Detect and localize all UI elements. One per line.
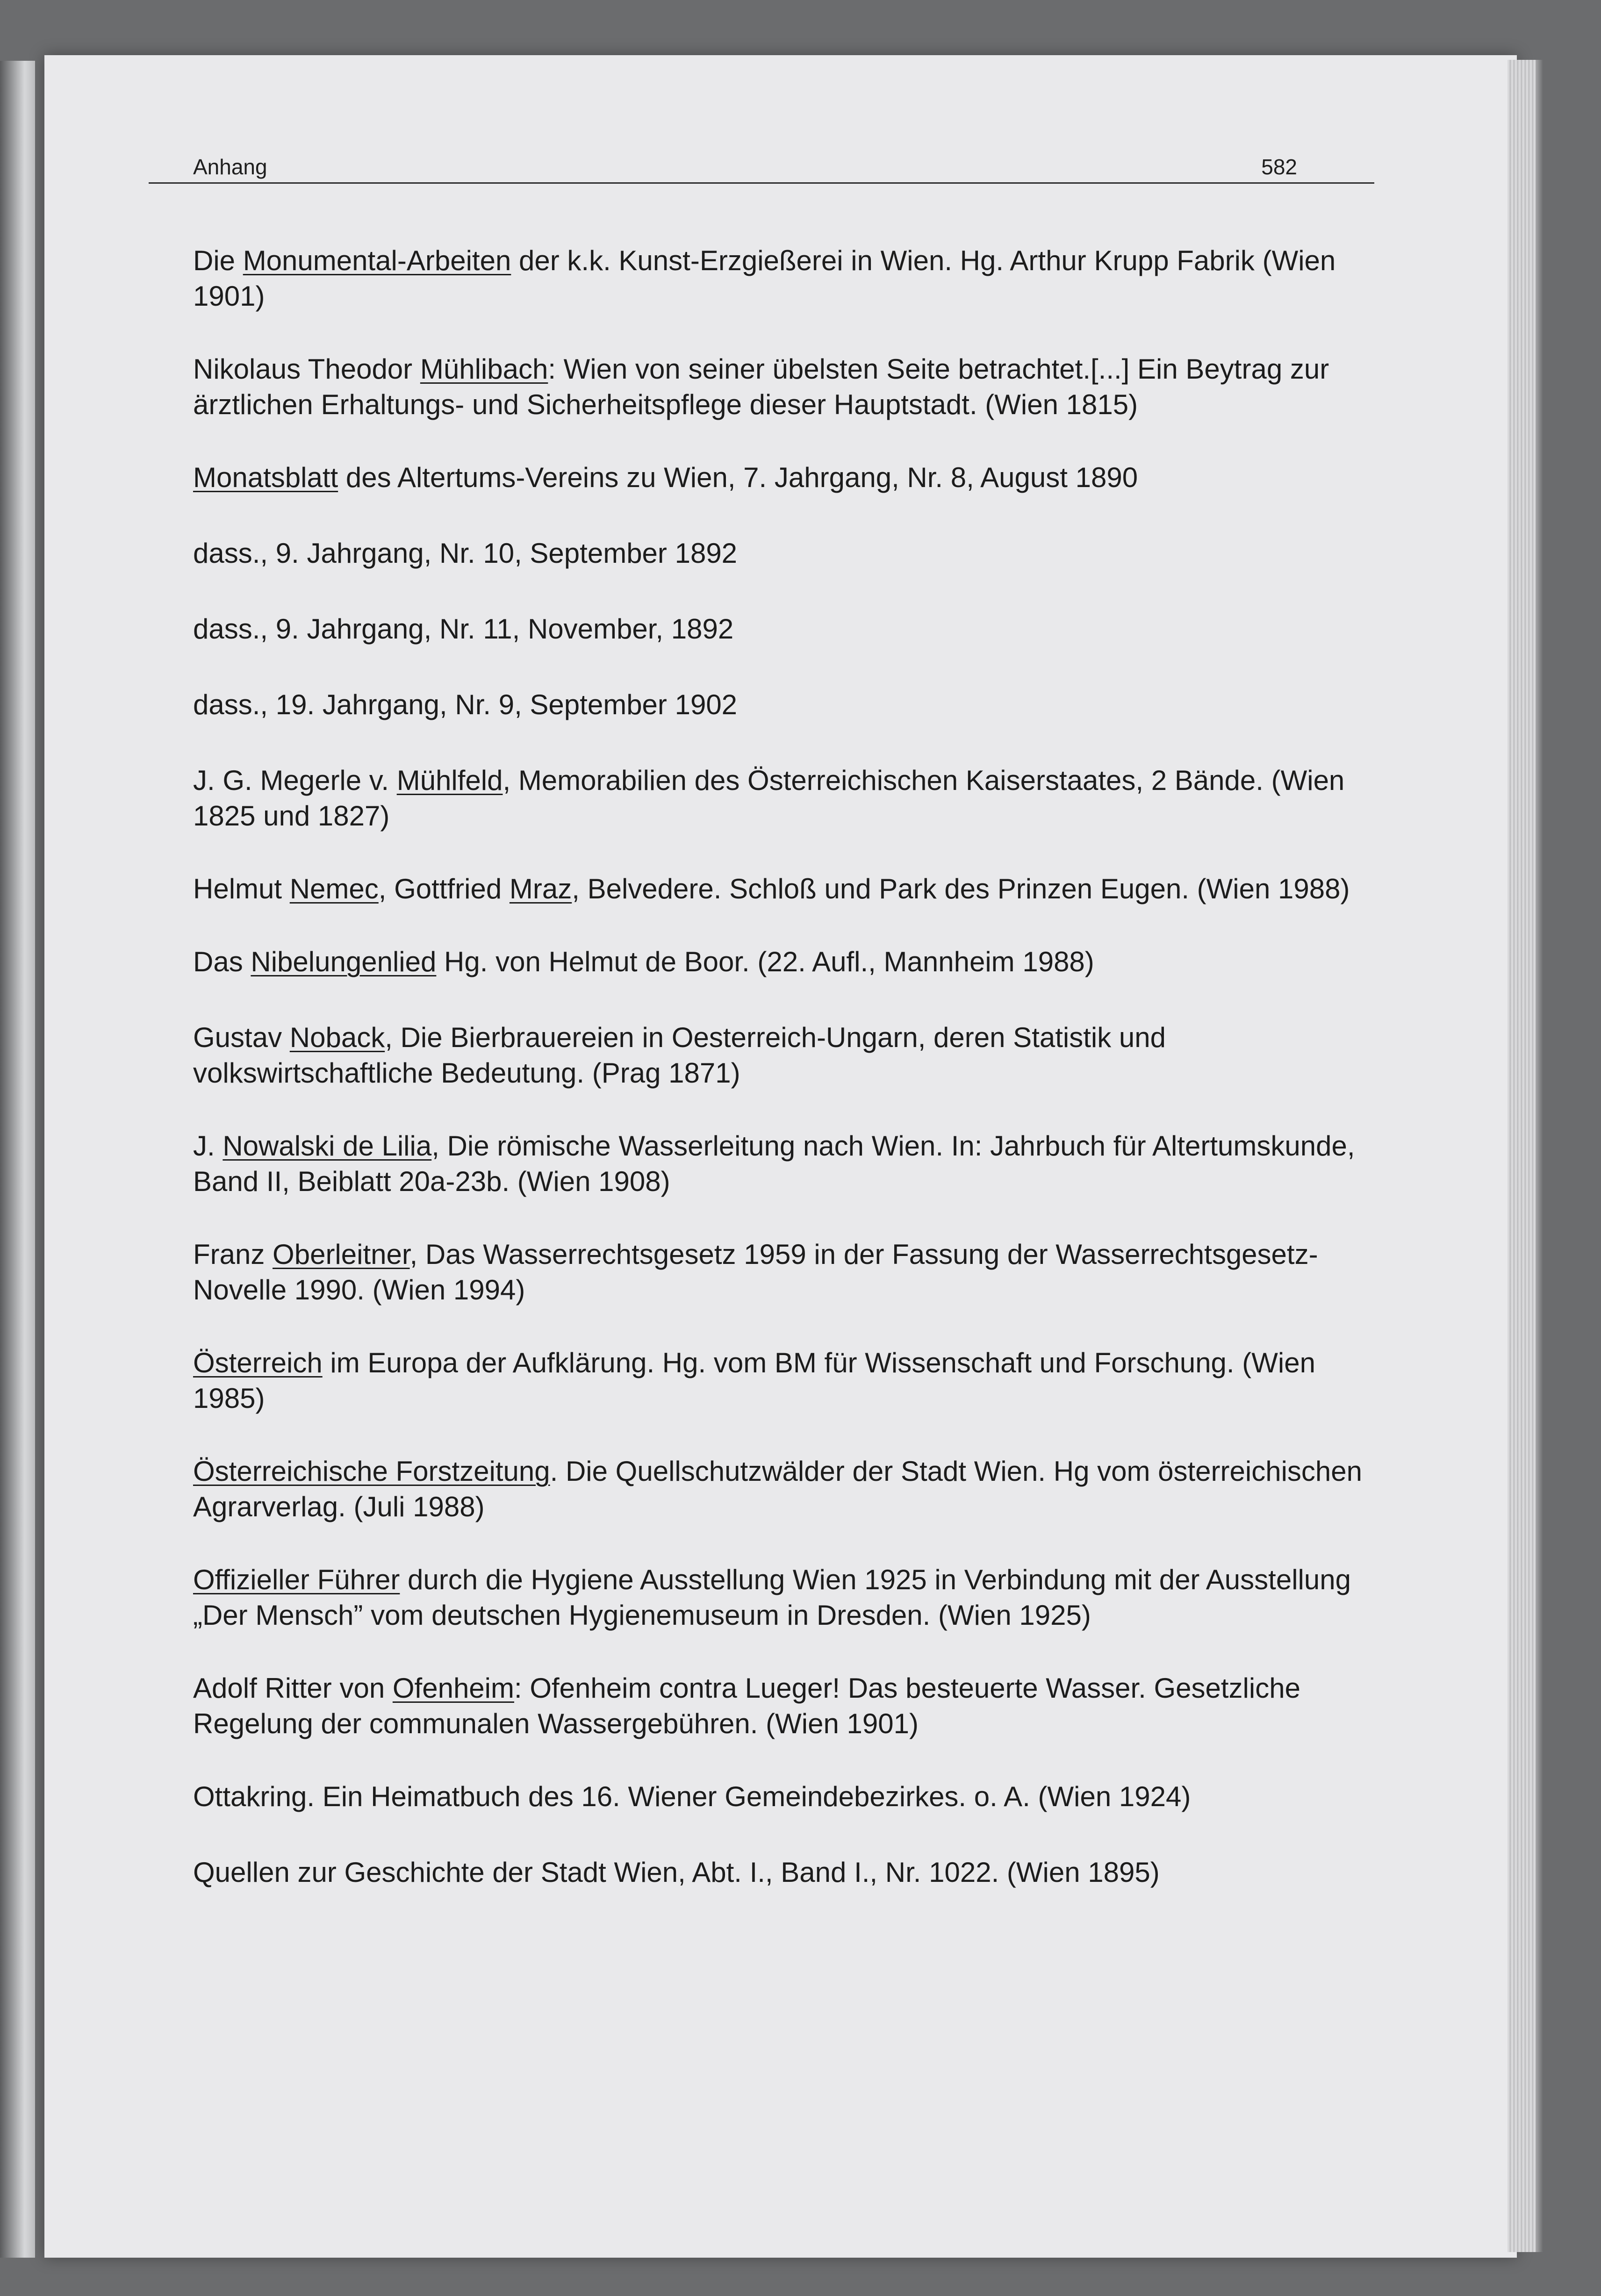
page-stack-edges [1508,60,1536,2252]
entry-keyword: Ofenheim [392,1672,514,1704]
bibliography-entry: Franz Oberleitner, Das Wasserrechtsgesetz 1959 in der Fassung der Wasserrechtsgesetz-Novelle 1990. (Wien 1994) [193,1239,1318,1306]
adjacent-left-page [0,61,35,2258]
entry-keyword: Monatsblatt [193,462,338,493]
entry-keyword: Österreich [193,1347,323,1378]
entry-keyword: Österreichische Forstzeitung [193,1456,550,1487]
running-header [149,154,1374,184]
entry-keyword: Mühlfeld [396,765,503,796]
bibliography-entry: Gustav Noback, Die Bierbrauereien in Oesterreich-Ungarn, deren Statistik und volkswirtschaftliche Bedeutung. (Prag 1871) [193,1022,1166,1089]
bibliography-entry: Österreich im Europa der Aufklärung. Hg. vom BM für Wissenschaft und Forschung. (Wien 1985) [193,1347,1315,1414]
bibliography-entry: Ottakring. Ein Heimatbuch des 16. Wiener Gemeindebezirkes. o. A. (Wien 1924) [193,1781,1191,1812]
bibliography-entry: Die Monumental-Arbeiten der k.k. Kunst-Erzgießerei in Wien. Hg. Arthur Krupp Fabrik (Wien 1901) [193,245,1336,312]
entry-keyword: Monumental-Arbeiten [243,245,511,276]
bibliography-entry: Adolf Ritter von Ofenheim: Ofenheim contra Lueger! Das besteuerte Wasser. Gesetzliche Regelung der communalen Wassergebühren. (Wien 1901) [193,1672,1300,1739]
entry-keyword: Mraz [509,873,572,904]
bibliography-entry: dass., 9. Jahrgang, Nr. 11, November, 1892 [193,613,734,645]
bibliography-entry: Offizieller Führer durch die Hygiene Ausstellung Wien 1925 in Verbindung mit der Ausstellung „Der Mensch” vom deutschen Hygienemuseum in Dresden. (Wien 1925) [193,1564,1351,1631]
bibliography-entry: dass., 9. Jahrgang, Nr. 10, September 1892 [193,538,738,569]
page-number: 582 [1261,155,1297,179]
bibliography-entry: dass., 19. Jahrgang, Nr. 9, September 1902 [193,689,738,720]
bibliography-list [193,243,1390,1930]
bibliography-entry: Monatsblatt des Altertums-Vereins zu Wien, 7. Jahrgang, Nr. 8, August 1890 [193,462,1138,493]
page-edge-shadow [1536,60,1543,2252]
entry-keyword: Mühlibach [420,353,548,385]
bibliography-entry: Nikolaus Theodor Mühlibach: Wien von seiner übelsten Seite betrachtet.[...] Ein Beytrag zur ärztlichen Erhaltungs- und Sicherheitspflege dieser Hauptstadt. (Wien 1815) [193,353,1329,420]
entry-keyword: Nowalski de Lilia [223,1130,432,1162]
entry-keyword: Nemec [289,873,379,904]
bibliography-entry: Quellen zur Geschichte der Stadt Wien, Abt. I., Band I., Nr. 1022. (Wien 1895) [193,1857,1160,1888]
entry-keyword: Offizieller Führer [193,1564,400,1595]
bibliography-entry: Das Nibelungenlied Hg. von Helmut de Boor. (22. Aufl., Mannheim 1988) [193,946,1094,977]
section-title: Anhang [193,155,267,179]
bibliography-entry: J. Nowalski de Lilia, Die römische Wasserleitung nach Wien. In: Jahrbuch für Altertumskunde, Band II, Beiblatt 20a-23b. (Wien 1908) [193,1130,1355,1197]
entry-keyword: Noback [289,1022,385,1053]
bibliography-entry: Österreichische Forstzeitung. Die Quellschutzwälder der Stadt Wien. Hg vom österreichischen Agrarverlag. (Juli 1988) [193,1456,1363,1522]
bibliography-entry: Helmut Nemec, Gottfried Mraz, Belvedere. Schloß und Park des Prinzen Eugen. (Wien 1988) [193,873,1350,904]
entry-keyword: Oberleitner [273,1239,410,1270]
entry-keyword: Nibelungenlied [251,946,437,977]
bibliography-entry: J. G. Megerle v. Mühlfeld, Memorabilien des Österreichischen Kaiserstaates, 2 Bände. (Wien 1825 und 1827) [193,765,1345,832]
